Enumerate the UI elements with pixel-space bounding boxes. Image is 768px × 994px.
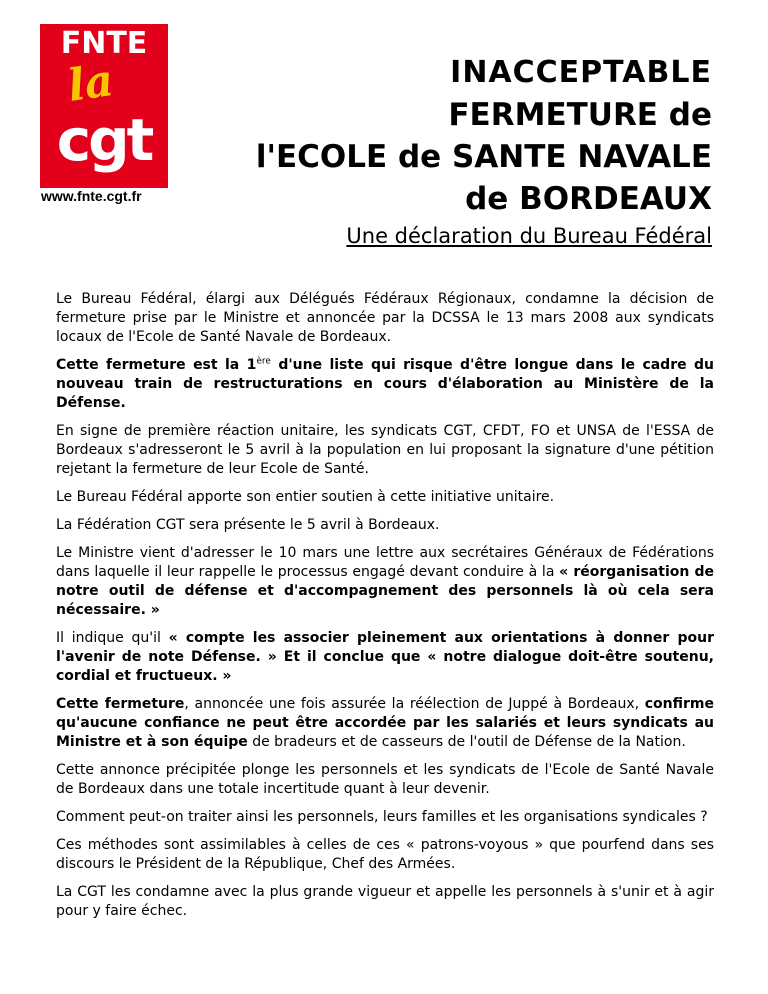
paragraph-10: Comment peut-on traiter ainsi les personnels, leurs familles et les organisations syndicales ? (56, 809, 708, 825)
p6-bold-quote: « réorganisation de notre outil de défense et d'accompagnement des personnels là où cela sera nécessaire. » (56, 564, 714, 618)
fnte-cgt-logo (40, 24, 168, 188)
page-subtitle: Une déclaration du Bureau Fédéral (346, 224, 712, 248)
paragraph-7 (56, 629, 714, 686)
paragraph-11: Ces méthodes sont assimilables à celles de ces « patrons-voyous » que pourfend dans ses discours le Président de la République, Chef des Armées. (56, 837, 714, 872)
p7-bold-quote: « compte les associer pleinement aux orientations à donner pour l'avenir de note Défense. » Et il conclue que « notre dialogue doit-être soutenu, cordial et fructueux. » (56, 630, 714, 684)
paragraph-9: Cette annonce précipitée plonge les personnels et les syndicats de l'Ecole de Santé Navale de Bordeaux dans une totale incertitude quant à leur devenir. (56, 762, 714, 797)
paragraph-1: Le Bureau Fédéral, élargi aux Délégués Fédéraux Régionaux, condamne la décision de fermeture prise par le Ministre et annoncée par la DCSSA le 13 mars 2008 aux syndicats locaux de l'Ecole de Santé Navale de Bordeaux. (56, 291, 714, 345)
paragraph-5: La Fédération CGT sera présente le 5 avril à Bordeaux. (56, 517, 440, 533)
paragraph-6 (56, 544, 714, 620)
p2-bold-b: d'une liste qui risque d'être longue dans le cadre du nouveau train de restructurations en cours d'élaboration au Ministère de la Défense. (56, 357, 714, 411)
p6-text: Le Ministre vient d'adresser le 10 mars une lettre aux secrétaires Généraux de Fédérations dans laquelle il leur rappelle le processus engagé devant conduire à la (56, 545, 714, 580)
logo-fnte-text: FNTE (60, 26, 148, 61)
p8-bold-a: Cette fermeture (56, 696, 185, 712)
p2-superscript: ère (256, 356, 271, 367)
paragraph-8 (56, 695, 714, 752)
title-line-3: l'ECOLE de SANTE NAVALE (255, 139, 712, 175)
logo-cgt-text: cgt (56, 106, 152, 174)
website-url: www.fnte.cgt.fr (41, 188, 142, 204)
paragraph-4: Le Bureau Fédéral apporte son entier soutien à cette initiative unitaire. (56, 489, 555, 505)
p2-bold-a: Cette fermeture est la 1 (56, 357, 257, 373)
logo-la-text: la (64, 55, 117, 112)
title-line-4: de BORDEAUX (465, 181, 712, 217)
declaration-body (56, 290, 714, 930)
p8-text-b: , annoncée une fois assurée la réélection de Juppé à Bordeaux, (184, 696, 645, 712)
paragraph-12: La CGT les condamne avec la plus grande vigueur et appelle les personnels à s'unir et à agir pour y faire échec. (56, 884, 714, 919)
page-title (256, 52, 712, 220)
p8-bold-c: confirme qu'aucune confiance ne peut être accordée par les salariés et leurs syndicats au Ministre et à son équipe (56, 696, 714, 750)
paragraph-2 (56, 356, 714, 413)
title-line-1: INACCEPTABLE (450, 55, 712, 90)
p7-text: Il indique qu'il (56, 630, 169, 646)
paragraph-3: En signe de première réaction unitaire, les syndicats CGT, CFDT, FO et UNSA de l'ESSA de Bordeaux s'adresseront le 5 avril à la population en lui proposant la signature d'une pétition rejetant la fermeture de leur Ecole de Santé. (56, 423, 714, 477)
p8-text-d: de bradeurs et de casseurs de l'outil de Défense de la Nation. (247, 734, 686, 750)
title-line-2: FERMETURE de (448, 97, 712, 133)
